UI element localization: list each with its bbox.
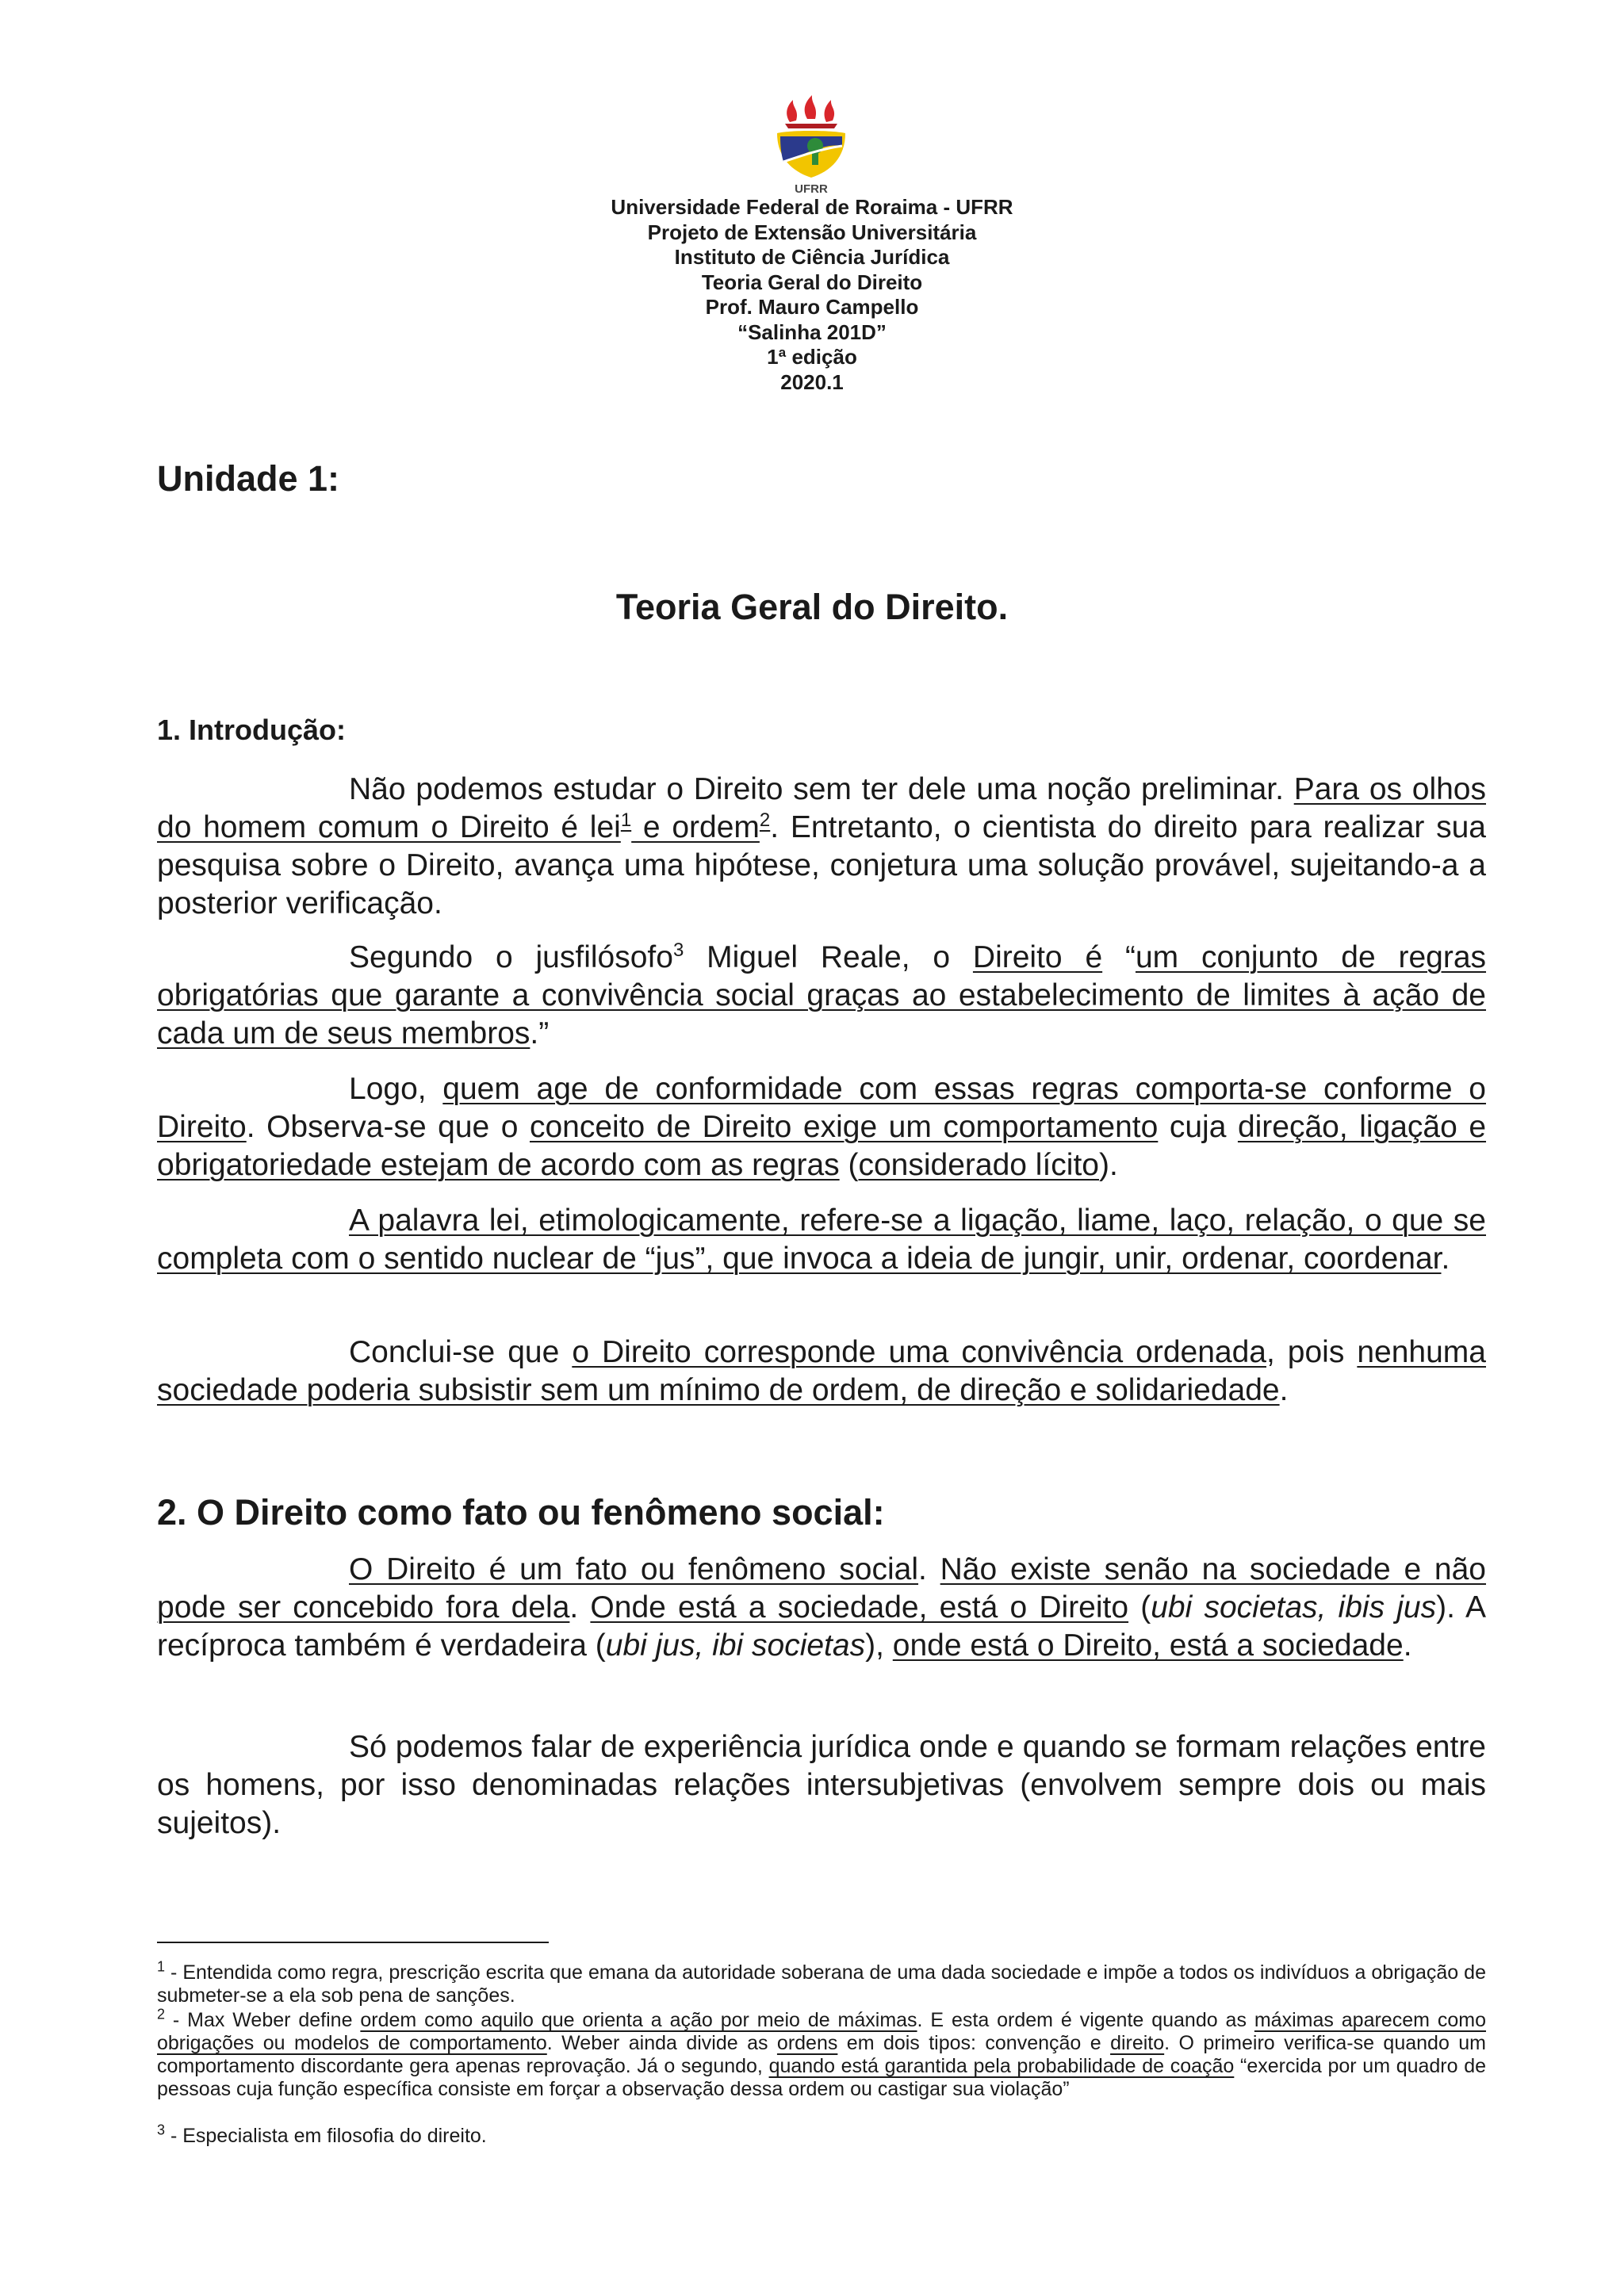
footnote-1: $^1$ - Entendida como regra, prescrição escrita que emana da autoridade soberana de uma dada sociedade e impõe a todos os indivíduos a obrigação de submeter-se a ela sob pena de sanções. — [157, 1958, 1486, 2007]
footnote-2: $^2$ - Max Weber define ordem como aquilo que orienta a ação por meio de máximas. E esta ordem é vigente quando as máximas aparecem como obrigações ou modelos de comportamento. Weber ainda divide as ordens em dois tipos: convenção e direito. O primeiro verifica-se quando um comportamento discordante gera apenas reprovação. Já o segundo, quando está garantida pela probabilidade de coação “exercida por um quadro de pessoas cuja função específica consiste em forçar a observação dessa ordem ou castigar sua violação” — [157, 2006, 1487, 2100]
header-line-room: “Salinha 201D” — [737, 320, 887, 344]
institution-header — [0, 195, 1624, 395]
header-line-course: Teoria Geral do Direito — [701, 270, 923, 294]
section-2-paragraph-1: O Direito é um fato ou fenômeno social. Não existe senão na sociedade e não pode ser concebido fora dela. Onde está a sociedade, está o Direito (ubi societas, ibis jus). A recíproca também é verdadeira (ubi jus, ibi societas), onde está o Direito, está a sociedade. — [157, 1552, 1486, 1663]
section-2-heading: 2. O Direito como fato ou fenômeno social: — [157, 1492, 885, 1533]
ufrr-logo — [760, 94, 863, 195]
logo-text: UFRR — [795, 182, 828, 196]
header-line-university: Universidade Federal de Roraima - UFRR — [611, 195, 1013, 219]
header-line-edition: 1ª edição — [767, 345, 857, 369]
footnote-3: $^3$ - Especialista em filosofia do direito. — [157, 2122, 487, 2147]
unit-heading: Unidade 1: — [157, 458, 340, 499]
header-line-period: 2020.1 — [780, 369, 844, 394]
intro-paragraph-3: Logo, quem age de conformidade com essas regras comporta-se conforme o Direito. Observa-se que o conceito de Direito exige um comportamento cuja direção, ligação e obrigatoriedade estejam de acordo com as regras (considerado lícito). — [157, 1072, 1487, 1182]
intro-paragraph-5: Conclui-se que o Direito corresponde uma convivência ordenada, pois nenhuma sociedade poderia subsistir sem um mínimo de ordem, de direção e solidariedade. — [157, 1335, 1486, 1407]
header-line-project: Projeto de Extensão Universitária — [647, 220, 977, 244]
intro-paragraph-1: Não podemos estudar o Direito sem ter dele uma noção preliminar. Para os olhos do homem comum o Direito é lei$^1$ e ordem$^2$. Entretanto, o cientista do direito para realizar sua pesquisa sobre o Direito, avança uma hipótese, conjetura uma solução provável, sujeitando-a a posterior verificação. — [157, 772, 1486, 920]
section-2-paragraph-2: Só podemos falar de experiência jurídica onde e quando se formam relações entre os homens, por isso denominadas relações intersubjetivas (envolvem sempre dois ou mais sujeitos). — [157, 1730, 1486, 1840]
header-line-professor: Prof. Mauro Campello — [705, 295, 919, 319]
main-title: Teoria Geral do Direito. — [615, 587, 1009, 627]
intro-paragraph-2: Segundo o jusfilósofo$^3$ Miguel Reale, o Direito é “um conjunto de regras obrigatórias que garante a convivência social graças ao estabelecimento de limites à ação de cada um de seus membros.” — [157, 939, 1487, 1050]
intro-paragraph-4: A palavra lei, etimologicamente, refere-se a ligação, liame, laço, relação, o que se completa com o sentido nuclear de “jus”, que invoca a ideia de jungir, unir, ordenar, coordenar. — [157, 1203, 1486, 1276]
header-line-institute: Instituto de Ciência Jurídica — [674, 245, 950, 269]
footnote-separator — [157, 1942, 549, 1943]
section-1-heading: 1. Introdução: — [157, 714, 347, 746]
